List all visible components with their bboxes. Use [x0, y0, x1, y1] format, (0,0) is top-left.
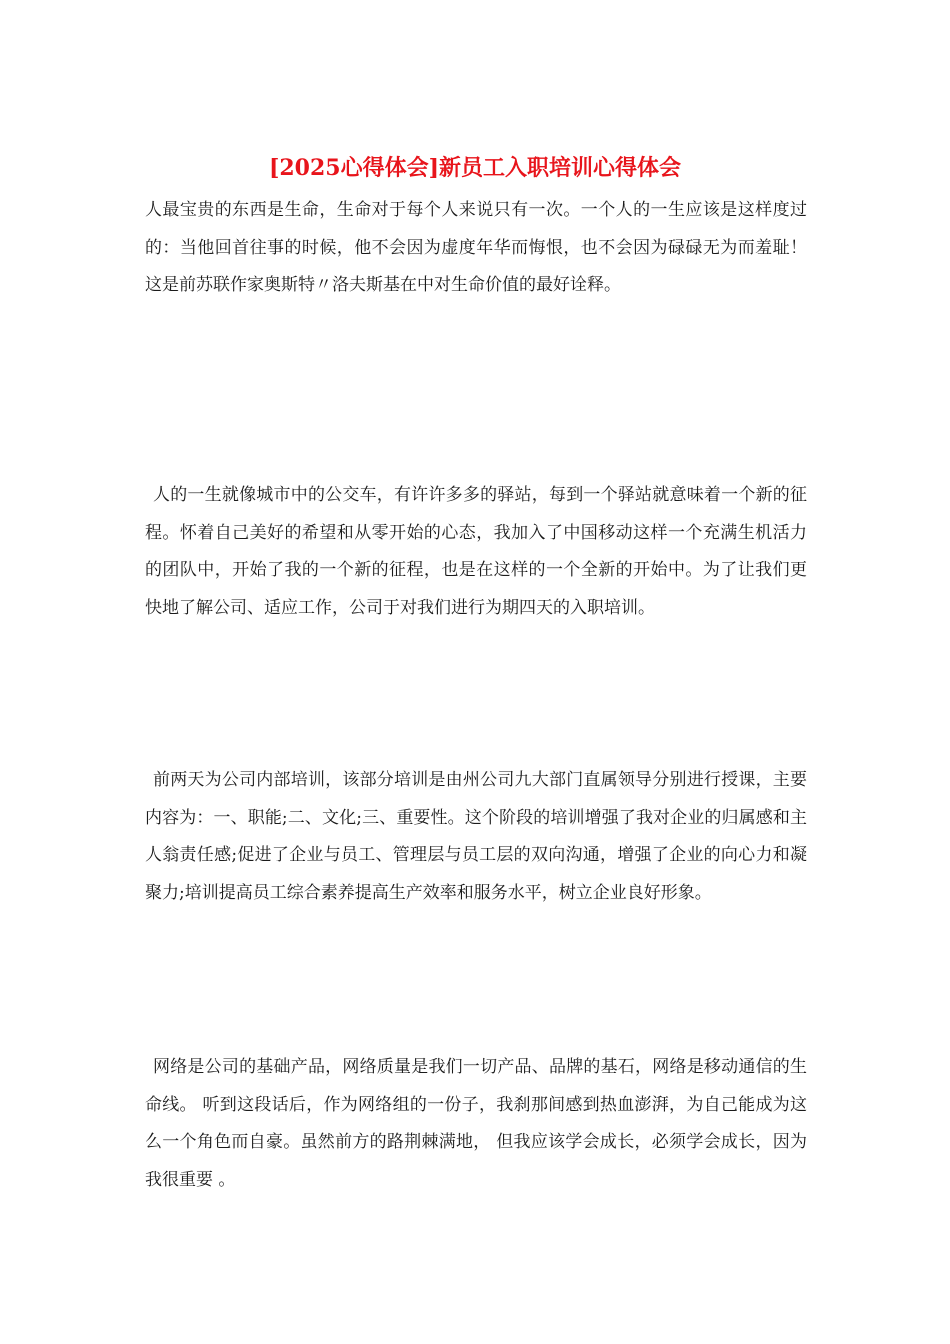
document-title: [2025心得体会]新员工入职培训心得体会: [268, 155, 682, 181]
paragraph-1: 人最宝贵的东西是生命，生命对于每个人来说只有一次。一个人的一生应该是这样度过的：当他回首往事的时候，他不会因为虚度年华而悔恨，也不会因为碌碌无为而羞耻！这是前苏联作家奥斯特〃洛夫斯基在中对生命价值的最好诠释。: [145, 200, 807, 295]
paragraph-4: 网络是公司的基础产品，网络质量是我们一切产品、品牌的基石，网络是移动通信的生命线。 听到这段话后，作为网络组的一份子，我刹那间感到热血澎湃，为自己能成为这么一个角色而自豪。虽然前方的路荆棘满地， 但我应该学会成长，必须学会成长，因为 我很重要 。: [145, 1057, 807, 1190]
paragraph-2: 人的一生就像城市中的公交车，有许许多多的驿站，每到一个驿站就意味着一个新的征程。怀着自己美好的希望和从零开始的心态，我加入了中国移动这样一个充满生机活力的团队中，开始了我的一个新的征程，也是在这样的一个全新的开始中。为了让我们更快地了解公司、适应工作，公司于对我们进行为期四天的入职培训。: [145, 485, 807, 618]
paragraph-3: 前两天为公司内部培训，该部分培训是由州公司九大部门直属领导分别进行授课，主要内容为：一、职能;二、文化;三、重要性。这个阶段的培训增强了我对企业的归属感和主人翁责任感;促进了企业与员工、管理层与员工层的双向沟通，增强了企业的向心力和凝聚力;培训提高员工综合素养提高生产效率和服务水平，树立企业良好形象。: [145, 770, 807, 903]
